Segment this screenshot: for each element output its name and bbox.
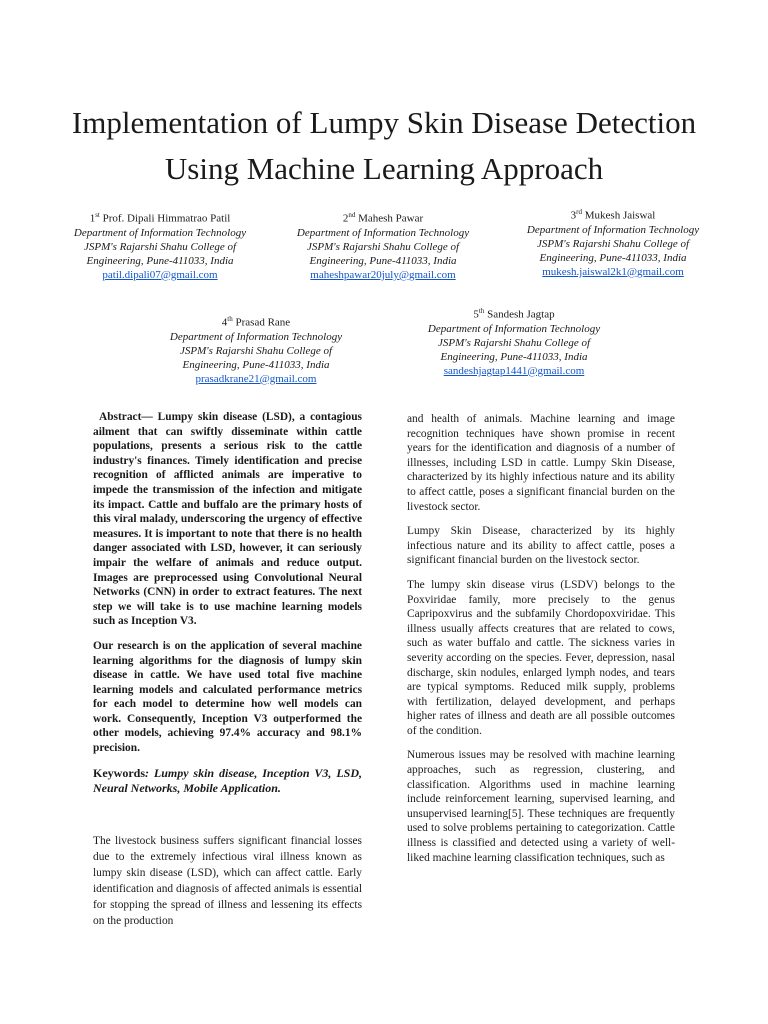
- author-email-link[interactable]: patil.dipali07@gmail.com: [102, 268, 218, 281]
- author-department: Department of Information Technology: [169, 330, 343, 343]
- author-place: Engineering, Pune-411033, India: [539, 251, 687, 264]
- author-place: Engineering, Pune-411033, India: [182, 358, 330, 371]
- author-college: JSPM's Rajarshi Shahu College of: [83, 240, 237, 253]
- author-department: Department of Information Technology: [427, 322, 601, 335]
- author-place: Engineering, Pune-411033, India: [309, 254, 457, 267]
- author-block-4: [158, 312, 354, 386]
- author-place: Engineering, Pune-411033, India: [440, 350, 588, 363]
- author-department: Department of Information Technology: [73, 226, 247, 239]
- body-paragraph: The lumpy skin disease virus (LSDV) belongs to the Poxviridae family, more precisely to the genus Capripoxvirus and the subfamily Chordopoxviridae. This illness usually affects creatures that are related to cows, such as water buffalo and cattle. The sickness varies in severity according on the species. Fever, depression, nasal discharge, skin nodules, enlarged lymph nodes, and tears are typical symptoms. Reduced milk supply, problems with fertilization, delayed development, and perhaps higher rates of illness and death are all possible outcomes of the condition.: [407, 578, 675, 737]
- author-college: JSPM's Rajarshi Shahu College of: [179, 344, 333, 357]
- right-column: [407, 412, 675, 875]
- left-column: [93, 410, 362, 806]
- author-place: Engineering, Pune-411033, India: [86, 254, 234, 267]
- author-block-2: [288, 208, 478, 282]
- body-paragraph: Numerous issues may be resolved with machine learning approaches, such as regression, clustering, and classification. Algorithms used in machine learning include reinforcement learning, supervised learning, and unsupervised learning[5]. These techniques are frequently used to solve problems pertaining to categorization. Cattle illness is classified and detected using a variety of well-liked machine learning classification techniques, such as: [407, 749, 675, 864]
- keywords-list: : Lumpy skin disease, Inception V3, LSD, Neural Networks, Mobile Application.: [93, 765, 362, 795]
- author-college: JSPM's Rajarshi Shahu College of: [437, 336, 591, 349]
- author-email-link[interactable]: maheshpawar20july@gmail.com: [310, 268, 456, 281]
- keywords-label: Keywords: [93, 765, 145, 780]
- author-name: 4th Prasad Rane: [221, 315, 291, 329]
- abstract-paragraph-2: Our research is on the application of several machine learning algorithms for the diagnosis of lumpy skin disease in cattle. We have used total five machine learning models and calculated performance metrics for each model to determine how well models can work. Consequently, Inception V3 outperformed the other models, achieving 97.4% accuracy and 98.1% precision.: [93, 639, 362, 755]
- author-email-link[interactable]: mukesh.jaiswal2k1@gmail.com: [542, 265, 684, 278]
- author-block-1: [62, 208, 258, 282]
- author-block-5: [416, 304, 612, 378]
- author-email-link[interactable]: sandeshjagtap1441@gmail.com: [443, 364, 585, 377]
- author-email-link[interactable]: prasadkrane21@gmail.com: [195, 372, 317, 385]
- author-name: 2nd Mahesh Pawar: [342, 211, 424, 225]
- author-name: 3rd Mukesh Jaiswal: [570, 208, 656, 222]
- body-paragraph: Lumpy Skin Disease, characterized by its highly infectious nature and its ability to affect cattle, poses a significant financial burden on the livestock sector.: [407, 525, 675, 567]
- paper-title: Implementation of Lumpy Skin Disease Detection Using Machine Learning Approach: [71, 105, 697, 186]
- author-name: 1st Prof. Dipali Himmatrao Patil: [89, 211, 231, 225]
- author-college: JSPM's Rajarshi Shahu College of: [536, 237, 690, 250]
- author-college: JSPM's Rajarshi Shahu College of: [306, 240, 460, 253]
- author-department: Department of Information Technology: [526, 223, 700, 236]
- author-department: Department of Information Technology: [296, 226, 470, 239]
- introduction-paragraph: The livestock business suffers significant financial losses due to the extremely infectious viral illness known as lumpy skin disease (LSD), which can affect cattle. Early identification and diagnosis of affected animals is essential for stopping the spread of illness and lessening its effects on the production: [93, 835, 362, 927]
- author-name: 5th Sandesh Jagtap: [473, 307, 555, 321]
- author-block-3: [516, 205, 710, 279]
- body-paragraph: and health of animals. Machine learning and image recognition techniques have shown promise in recent years for the identification and diagnosis of a number of illnesses, including LSD in cattle. Lumpy Skin Disease, characterized by its highly infectious nature and its ability to affect cattle, poses a significant financial burden on the livestock sector.: [407, 413, 675, 513]
- keywords: [93, 766, 362, 796]
- abstract-paragraph-1: Abstract— Lumpy skin disease (LSD), a contagious ailment that can swiftly disseminate within cattle populations, presents a serious risk to the cattle industry's finances. Timely identification and precise recognition of afflicted animals are imperative to impede the transmission of the infection and mitigate its impact. Cattle and buffalo are the primary hosts of this viral malady, underscoring the urgency of effective measures. It is important to note that there is no health danger associated with LSD, however, it can seriously impair the welfare of animals and reduce output. Images are preprocessed using Convolutional Neural Networks (CNN) in order to extract features. The next step we will take is to use machine learning models such as Inception V3.: [93, 411, 362, 628]
